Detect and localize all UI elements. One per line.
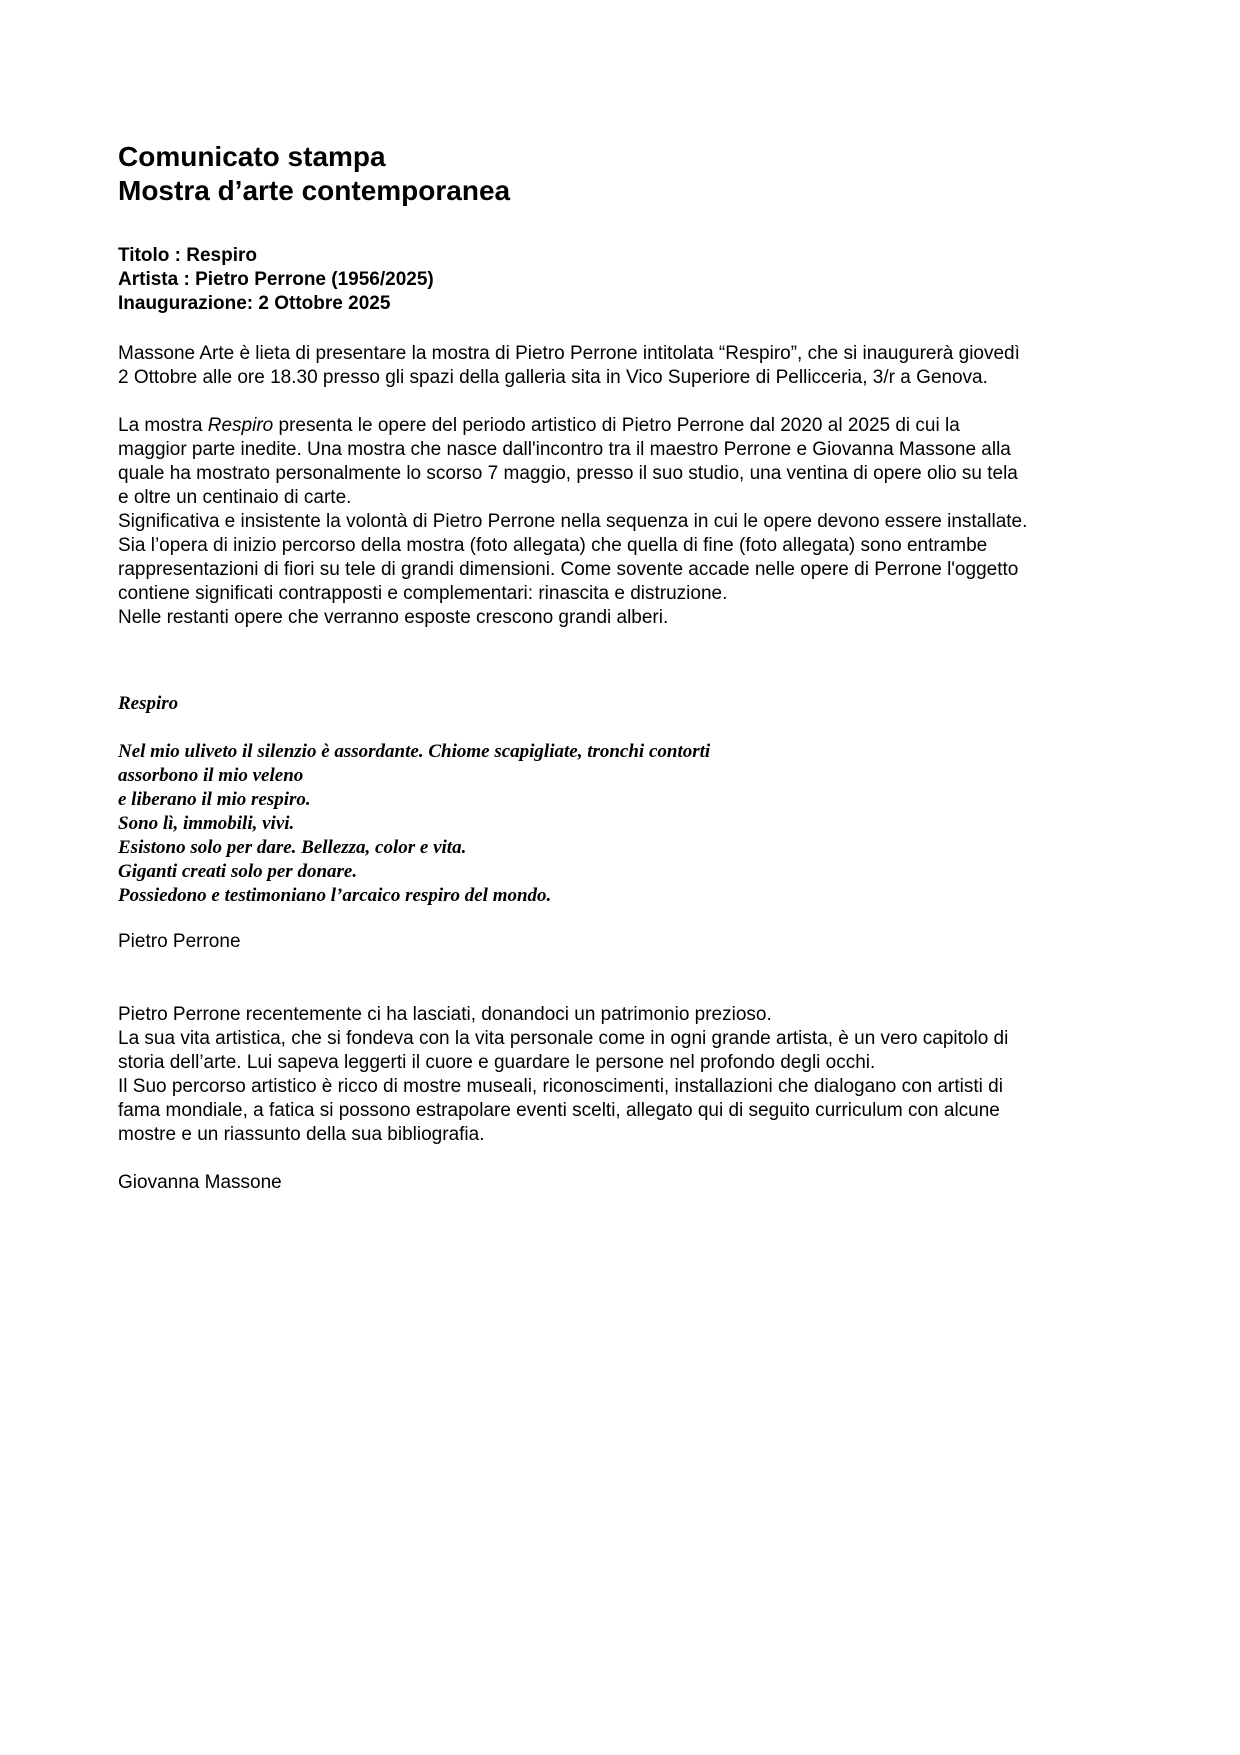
exhibition-artist: Artista : Pietro Perrone (1956/2025) [118,269,434,290]
exhibition-name-emphasis: Respiro [207,415,274,436]
poem-line: e liberano il mio respiro. [118,789,311,810]
poem-text [118,740,1128,908]
text-line: Sia l’opera di inizio percorso della mostra (foto allegata) che quella di fine (foto allegata) sono entrambe [118,535,988,556]
poem-line: Nel mio uliveto il silenzio è assordante. Chiome scapigliate, tronchi contorti [118,741,711,762]
document-header [118,140,1128,208]
text-line: La sua vita artistica, che si fondeva con la vita personale come in ogni grande artista, è un vero capitolo di [118,1028,1009,1049]
text-line: quale ha mostrato personalmente lo scorso 7 maggio, presso il suo studio, una ventina di opere olio su tela [118,463,1018,484]
text-line: Pietro Perrone recentemente ci ha lasciati, donandoci un patrimonio prezioso. [118,1004,772,1025]
text-line: maggior parte inedite. Una mostra che nasce dall'incontro tra il maestro Perrone e Giovanna Massone alla [118,439,1011,460]
poem-author: Pietro Perrone [118,931,241,952]
poem-line: Possiedono e testimoniano l’arcaico respiro del mondo. [118,885,552,906]
text-line: fama mondiale, a fatica si possono estrapolare eventi scelti, allegato qui di seguito curriculum con alcune [118,1100,1000,1121]
text-line [118,414,1128,438]
press-release-page [118,140,1128,1195]
document-subtitle: Mostra d’arte contemporanea [118,175,511,206]
text-line: 2 Ottobre alle ore 18.30 presso gli spazi della galleria sita in Vico Superiore di Pellicceria, 3/r a Genova. [118,367,988,388]
text-run: presenta le opere del periodo artistico di Pietro Perrone dal 2020 al 2025 di cui la [273,415,960,436]
poem-line: assorbono il mio veleno [118,765,304,786]
document-title: Comunicato stampa [118,141,386,172]
exhibition-opening: Inaugurazione: 2 Ottobre 2025 [118,293,391,314]
text-line: Significativa e insistente la volontà di Pietro Perrone nella sequenza in cui le opere devono essere installate. [118,511,1028,532]
exhibition-title: Titolo : Respiro [118,245,257,266]
signature: Giovanna Massone [118,1172,282,1193]
text-run: La mostra [118,415,208,436]
closing-paragraph [118,1003,1128,1147]
text-line: Nelle restanti opere che verranno esposte crescono grandi alberi. [118,607,669,628]
text-line: mostre e un riassunto della sua bibliografia. [118,1124,485,1145]
text-line: rappresentazioni di fiori su tele di grandi dimensioni. Come sovente accade nelle opere di Perrone l'oggetto [118,559,1019,580]
text-line: Il Suo percorso artistico è ricco di mostre museali, riconoscimenti, installazioni che dialogano con artisti di [118,1076,1003,1097]
poem-line: Sono lì, immobili, vivi. [118,813,295,834]
exhibition-info [118,244,1128,316]
poem-title: Respiro [118,693,179,714]
text-line: storia dell’arte. Lui sapeva leggerti il cuore e guardare le persone nel profondo degli occhi. [118,1052,876,1073]
text-line: e oltre un centinaio di carte. [118,487,352,508]
poem-line: Esistono solo per dare. Bellezza, color e vita. [118,837,467,858]
text-line: Massone Arte è lieta di presentare la mostra di Pietro Perrone intitolata “Respiro”, che si inaugurerà giovedì [118,343,1020,364]
poem-line: Giganti creati solo per donare. [118,861,358,882]
text-line: contiene significati contrapposti e complementari: rinascita e distruzione. [118,583,728,604]
intro-paragraph [118,342,1128,390]
description-paragraph [118,414,1128,630]
